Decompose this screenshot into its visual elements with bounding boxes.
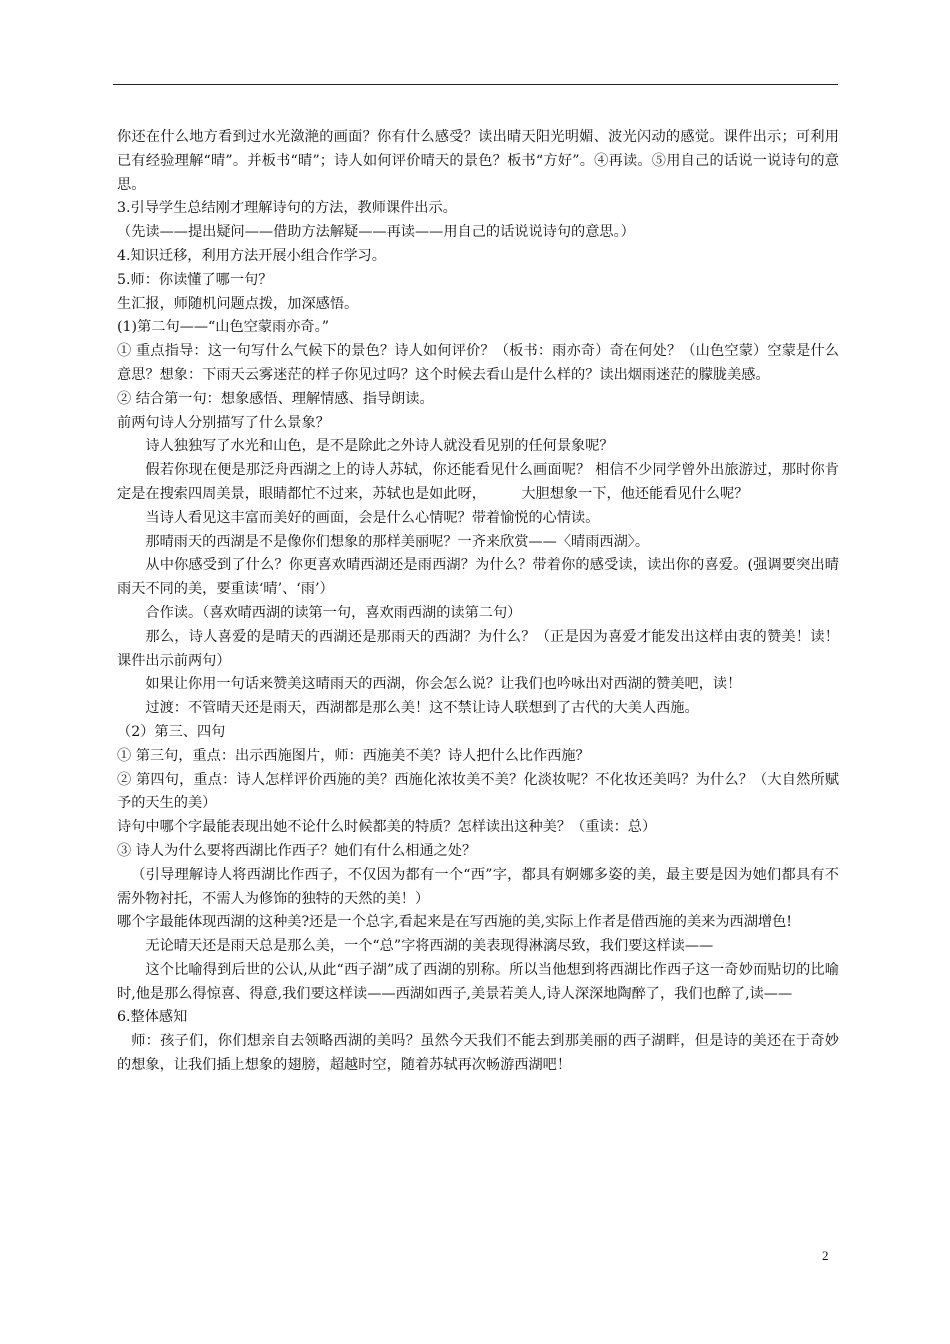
- paragraph: 假若你现在便是那泛舟西湖之上的诗人苏轼，你还能看见什么画面呢？ 相信不少同学曾外出旅游过，那时你肯定是在搜索四周美景，眼睛都忙不过来，苏轼也是如此呀， 大胆想象一下，他还能看见什么呢？: [117, 462, 839, 502]
- paragraph: 当诗人看见这丰富而美好的画面，会是什么心情呢？带着愉悦的心情读。: [145, 509, 600, 526]
- paragraph: 这个比喻得到后世的公认,从此“西子湖”成了西湖的别称。所以当他想到将西湖比作西子这一奇妙而贴切的比喻时,他是那么得惊喜、得意,我们要这样读——西湖如西子,美景若美人,诗人深深地陶醉了，我们也醉了,读——: [117, 961, 839, 1002]
- paragraph: 5.师：你读懂了哪一句？: [117, 271, 273, 288]
- paragraph: 从中你感受到了什么？你更喜欢晴西湖还是雨西湖？为什么？带着你的感受读，读出你的喜爱。(强调要突出晴雨天不同的美，要重读‘晴’、‘雨’）: [117, 557, 839, 598]
- paragraph: 生汇报，师随机问题点拨，加深感悟。: [117, 295, 359, 312]
- paragraph: 3.引导学生总结刚才理解诗句的方法，教师课件出示。: [117, 200, 457, 217]
- paragraph: （2）第三、四句: [117, 723, 226, 740]
- paragraph: （先读——提出疑问——借助方法解疑——再读——用自己的话说说诗句的意思。）: [117, 224, 635, 241]
- paragraph: 那晴雨天的西湖是不是像你们想象的那样美丽呢？一齐来欣赏——〈晴雨西湖〉。: [145, 533, 650, 550]
- paragraph: ② 结合第一句：想象感悟、理解情感、指导朗读。: [117, 390, 434, 407]
- paragraph: ② 第四句，重点：诗人怎样评价西施的美？西施化浓妆美不美？化淡妆呢？不化妆还美吗？为什么？（大自然所赋予的天生的美）: [117, 771, 839, 812]
- paragraph: ① 第三句，重点：出示西施图片，师：西施美不美？诗人把什么比作西施？: [117, 747, 590, 764]
- paragraph: 师：孩子们，你们想亲自去领略西湖的美吗？虽然今天我们不能去到那美丽的西子湖畔，但是诗的美还在于奇妙的想象，让我们插上想象的翅膀，超越时空，随着苏轼再次畅游西湖吧！: [117, 1033, 839, 1074]
- document-body: [117, 126, 839, 1078]
- paragraph: （引导理解诗人将西湖比作西子，不仅因为都有一个“西”字，都具有婀娜多姿的美，最主要是因为她们都具有不需外物衬托，不需人为修饰的独特的天然的美！）: [117, 866, 839, 907]
- header-rule: [113, 84, 838, 85]
- paragraph: 你还在什么地方看到过水光潋滟的画面？你有什么感受？读出晴天阳光明媚、波光闪动的感觉。课件出示；可利用已有经验理解“晴”。并板书“晴”；诗人如何评价晴天的景色？板书“方好”。④再读。⑤用自己的话说一说诗句的意思。: [117, 129, 839, 193]
- paragraph: 如果让你用一句话来赞美这晴雨天的西湖，你会怎么说？让我们也吟咏出对西湖的赞美吧，读！: [145, 676, 742, 693]
- paragraph: 合作读。（喜欢晴西湖的读第一句，喜欢雨西湖的读第二句）: [145, 604, 522, 621]
- paragraph: 6.整体感知: [117, 1009, 188, 1026]
- paragraph: 过渡：不管晴天还是雨天，西湖都是那么美！这不禁让诗人联想到了古代的大美人西施。: [145, 700, 699, 717]
- paragraph: 无论晴天还是雨天总是那么美，一个“总”字将西湖的美表现得淋漓尽致，我们要这样读——: [145, 938, 714, 955]
- paragraph: 诗人独独写了水光和山色，是不是除此之外诗人就没看见别的任何景象呢？: [145, 438, 614, 455]
- page-number: 2: [822, 1248, 829, 1263]
- paragraph: 前两句诗人分别描写了什么景象？: [117, 414, 330, 431]
- paragraph: ① 重点指导：这一句写什么气候下的景色？诗人如何评价？（板书：雨亦奇）奇在何处？（山色空蒙）空蒙是什么意思？想象：下雨天云雾迷茫的样子你见过吗？这个时候去看山是什么样的？读出烟雨迷茫的朦胧美感。: [117, 343, 839, 383]
- paragraph: 4.知识迁移，利用方法开展小组合作学习。: [117, 247, 386, 264]
- paragraph: 那么，诗人喜爱的是晴天的西湖还是那雨天的西湖？为什么？（正是因为喜爱才能发出这样由衷的赞美！读！课件出示前两句）: [117, 628, 839, 669]
- paragraph: 哪个字最能体现西湖的这种美?还是一个总字,看起来是在写西施的美,实际上作者是借西施的美来为西湖增色!: [117, 914, 792, 931]
- paragraph: ③ 诗人为什么要将西湖比作西子？她们有什么相通之处？: [117, 842, 477, 859]
- paragraph: (1)第二句——“山色空蒙雨亦奇。”: [117, 319, 329, 336]
- paragraph: 诗句中哪个字最能表现出她不论什么时候都美的特质？怎样读出这种美？（重读：总）: [117, 819, 657, 836]
